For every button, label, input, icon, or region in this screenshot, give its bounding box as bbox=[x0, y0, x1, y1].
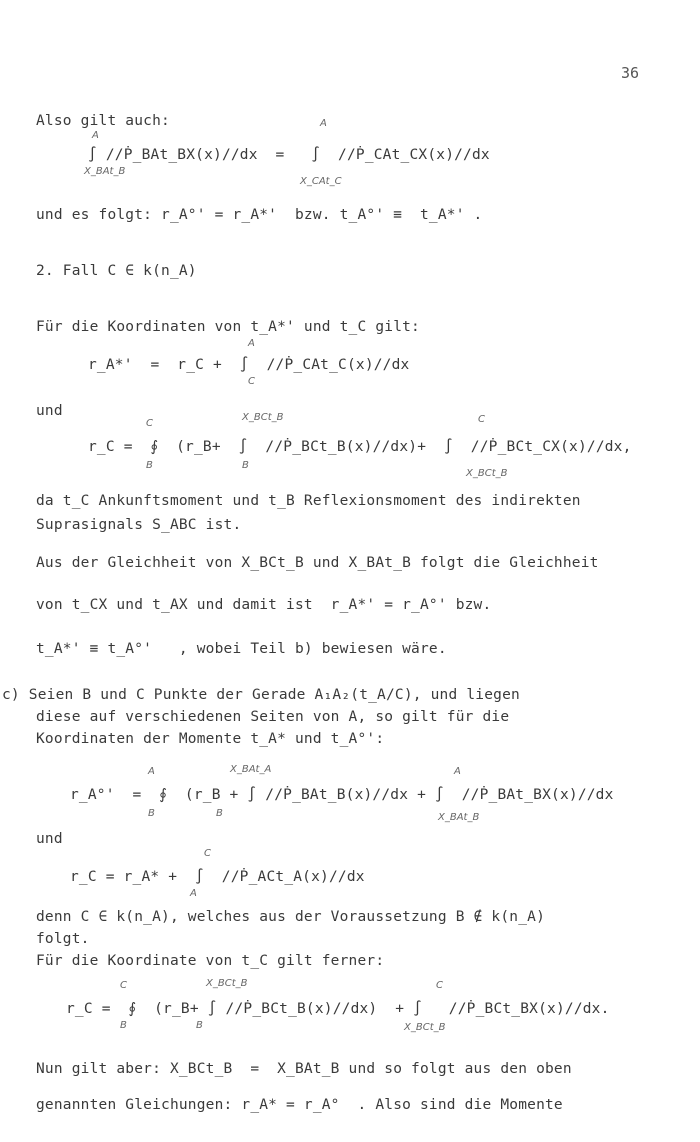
handwritten-limit: A bbox=[148, 766, 155, 777]
text-line: da t_C Ankunftsmoment und t_B Reflexionsmoment des indirekten bbox=[36, 493, 581, 509]
text-line: Koordinaten der Momente t_A* und t_A°': bbox=[36, 731, 385, 747]
handwritten-limit: X_BCt_B bbox=[404, 1022, 446, 1033]
text-line: folgt. bbox=[36, 931, 90, 947]
equation-line: r_C = r_A* + ∫ //Ṗ_ACt_A(x)//dx bbox=[70, 869, 365, 885]
handwritten-limit: A bbox=[190, 888, 197, 899]
handwritten-limit: C bbox=[204, 848, 211, 859]
handwritten-limit: B bbox=[148, 808, 155, 819]
handwritten-limit: X_BCt_B bbox=[466, 468, 508, 479]
text-line: Suprasignals S_ABC ist. bbox=[36, 517, 242, 533]
text-line: von t_CX und t_AX und damit ist r_A*' = r_A°' bzw. bbox=[36, 597, 492, 613]
handwritten-limit: X_CAt_C bbox=[300, 176, 342, 187]
text-line: genannten Gleichungen: r_A* = r_A° . Also sind die Momente bbox=[36, 1097, 563, 1113]
text-line: und es folgt: r_A°' = r_A*' bzw. t_A°' ≡ t_A*' . bbox=[36, 207, 483, 223]
text-line: t_A*' ≡ t_A°' , wobei Teil b) bewiesen wäre. bbox=[36, 641, 447, 657]
handwritten-limit: A bbox=[320, 118, 327, 129]
text-line: denn C ∈ k(n_A), welches aus der Voraussetzung B ∉ k(n_A) bbox=[36, 909, 545, 925]
text-line: diese auf verschiedenen Seiten von A, so gilt für die bbox=[36, 709, 510, 725]
handwritten-limit: X_BAt_B bbox=[84, 166, 126, 177]
handwritten-limit: B bbox=[216, 808, 223, 819]
text-line: Aus der Gleichheit von X_BCt_B und X_BAt_B folgt die Gleichheit bbox=[36, 555, 599, 571]
text-line: Für die Koordinaten von t_A*' und t_C gilt: bbox=[36, 319, 420, 335]
handwritten-limit: A bbox=[92, 130, 99, 141]
text-line: und bbox=[36, 403, 63, 419]
handwritten-limit: B bbox=[196, 1020, 203, 1031]
text-line: Also gilt auch: bbox=[36, 113, 170, 129]
equation-line: r_C = ∮ (r_B+ ∫ //Ṗ_BCt_B(x)//dx) + ∫ //Ṗ_BCt_BX(x)//dx. bbox=[66, 1001, 610, 1017]
item-c-line: c) Seien B und C Punkte der Gerade A₁A₂(t_A/C), und liegen bbox=[2, 687, 520, 703]
case-heading: 2. Fall C ∈ k(n_A) bbox=[36, 263, 197, 279]
text-line: und bbox=[36, 831, 63, 847]
handwritten-limit: X_BCt_B bbox=[242, 412, 284, 423]
handwritten-limit: X_BAt_A bbox=[230, 764, 272, 775]
handwritten-limit: X_BCt_B bbox=[206, 978, 248, 989]
handwritten-limit: A bbox=[248, 338, 255, 349]
page-number: 36 bbox=[621, 64, 640, 82]
handwritten-limit: C bbox=[478, 414, 485, 425]
handwritten-limit: C bbox=[436, 980, 443, 991]
equation-line: r_A*' = r_C + ∫ //Ṗ_CAt_C(x)//dx bbox=[88, 357, 410, 373]
handwritten-limit: B bbox=[242, 460, 249, 471]
equation-line: ∫ //Ṗ_BAt_BX(x)//dx = ∫ //Ṗ_CAt_CX(x)//dx bbox=[88, 147, 490, 163]
handwritten-limit: B bbox=[146, 460, 153, 471]
equation-line: r_A°' = ∮ (r_B + ∫ //Ṗ_BAt_B(x)//dx + ∫ //Ṗ_BAt_BX(x)//dx bbox=[70, 787, 614, 803]
handwritten-limit: C bbox=[120, 980, 127, 991]
handwritten-limit: C bbox=[146, 418, 153, 429]
handwritten-limit: A bbox=[454, 766, 461, 777]
text-line: Für die Koordinate von t_C gilt ferner: bbox=[36, 953, 385, 969]
text-line: Nun gilt aber: X_BCt_B = X_BAt_B und so folgt aus den oben bbox=[36, 1061, 572, 1077]
handwritten-limit: B bbox=[120, 1020, 127, 1031]
equation-line: r_C = ∮ (r_B+ ∫ //Ṗ_BCt_B(x)//dx)+ ∫ //Ṗ_BCt_CX(x)//dx, bbox=[88, 439, 632, 455]
handwritten-limit: C bbox=[248, 376, 255, 387]
handwritten-limit: X_BAt_B bbox=[438, 812, 480, 823]
